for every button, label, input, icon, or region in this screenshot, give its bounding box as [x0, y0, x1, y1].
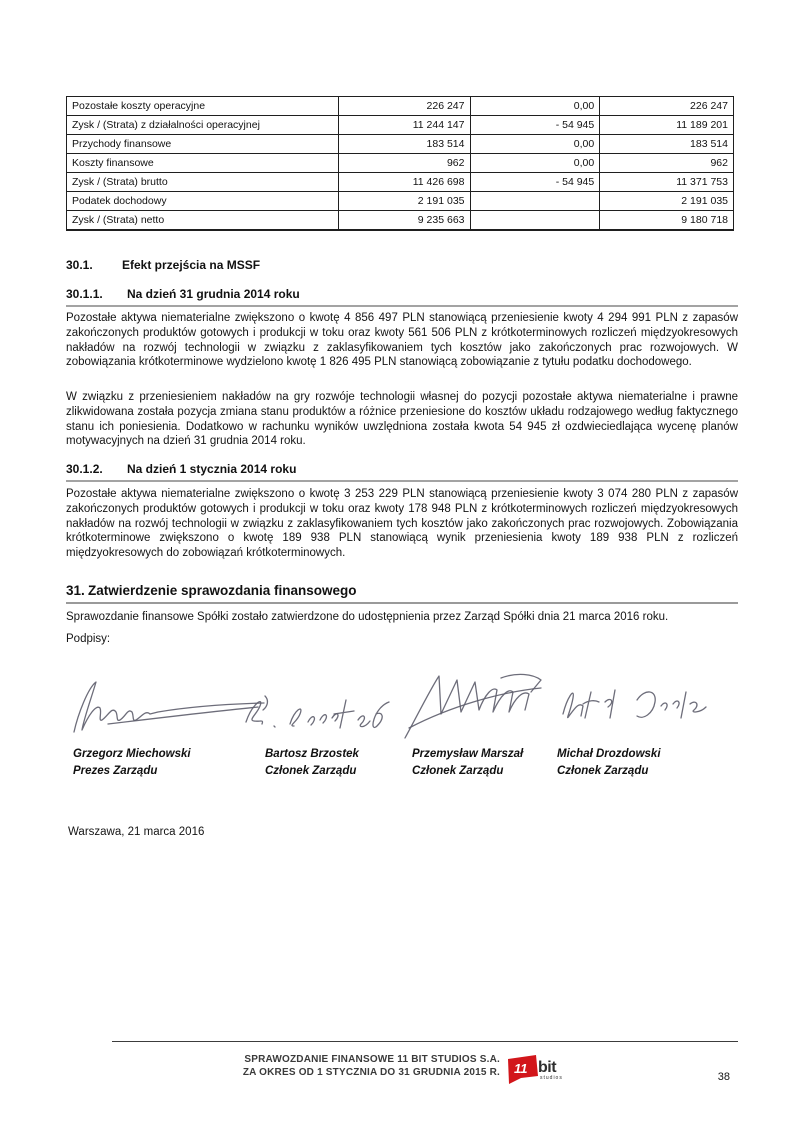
- heading-number: 30.1.2.: [66, 462, 103, 476]
- heading-title: Na dzień 31 grudnia 2014 roku: [127, 287, 300, 301]
- heading-number: 30.1.: [66, 258, 93, 272]
- signatures-label: Podpisy:: [66, 633, 111, 645]
- heading-30-1: [66, 258, 738, 272]
- company-logo-icon: [507, 1053, 567, 1091]
- signatory-3: [412, 746, 523, 779]
- table-row: [67, 97, 734, 116]
- heading-number: 30.1.1.: [66, 287, 103, 301]
- heading-title: Na dzień 1 stycznia 2014 roku: [127, 462, 297, 476]
- row-value-1: 226 247: [338, 97, 470, 116]
- table-row: [67, 116, 734, 135]
- row-value-2: - 54 945: [470, 116, 600, 135]
- signatory-name: Michał Drozdowski: [557, 748, 661, 760]
- row-label: Koszty finansowe: [67, 154, 339, 173]
- heading-title: Efekt przejścia na MSSF: [122, 258, 261, 272]
- heading-30-1-2: [66, 462, 738, 482]
- row-value-1: 9 235 663: [338, 211, 470, 230]
- signatory-name: Przemysław Marszał: [412, 748, 524, 760]
- heading-31: [66, 583, 738, 604]
- signatures-row: [66, 666, 738, 746]
- footer-title: [180, 1053, 500, 1079]
- footer-title-line1: SPRAWOZDANIE FINANSOWE 11 BIT STUDIOS S.A.: [244, 1054, 500, 1065]
- financial-table: [66, 96, 734, 231]
- paragraph-30-1-1-a: Pozostałe aktywa niematerialne zwiększono o kwotę 4 856 497 PLN stanowiącą przeniesienie kwoty 4 294 991 PLN z zapasów zakończonych produktów gotowych i produkcji w toku oraz kwoty 561 506 PLN z krótkoterminowych rozliczeń międzyokresowych nakładów na rozwój technologii w związku z zaklasyfikowaniem tych kosztów jako zakończonych prac rozwojowych. W zobowiązania krótkoterminowe wydzielono kwotę 1 826 495 PLN stanowiącą zobowiązanie z tytułu podatku dochodowego.: [66, 312, 738, 369]
- row-value-2: 0,00: [470, 135, 600, 154]
- paragraph-30-1-1-b: W związku z przeniesieniem nakładów na gry rozwóje technologii własnej do pozycji pozostałe aktywa niematerialne i prawne zlikwidowana została pozycja zmiana stanu produktów a różnice przeniesione do kosztów układu rodzajowego według faktycznego stanu ich poniesienia. Dodatkowo w rachunku wyników uwzlędniona została kwota 54 945 zł ozdwieciedlająca wycenę planów motywacyjnych na dzień 31 grudnia 2014 roku.: [66, 391, 738, 448]
- row-label: Zysk / (Strata) brutto: [67, 173, 339, 192]
- row-value-2: 0,00: [470, 154, 600, 173]
- signatory-4: [557, 746, 661, 779]
- row-label: Zysk / (Strata) z działalności operacyjnej: [67, 116, 339, 135]
- row-value-1: 962: [338, 154, 470, 173]
- row-value-3: 2 191 035: [600, 192, 734, 211]
- signatory-role: Członek Zarządu: [265, 764, 357, 777]
- logo-text-bit: bit: [538, 1059, 557, 1076]
- row-value-3: 11 189 201: [600, 116, 734, 135]
- row-value-3: 226 247: [600, 97, 734, 116]
- signatory-role: Członek Zarządu: [412, 764, 504, 777]
- table-row: [67, 192, 734, 211]
- logo-text-studios: studios: [540, 1075, 563, 1081]
- logo-text-11: 11: [514, 1061, 528, 1076]
- page-number: 38: [717, 1071, 730, 1083]
- row-label: Przychody finansowe: [67, 135, 339, 154]
- row-value-1: 11 426 698: [338, 173, 470, 192]
- table-row: [67, 135, 734, 154]
- row-value-3: 11 371 753: [600, 173, 734, 192]
- row-value-1: 11 244 147: [338, 116, 470, 135]
- row-label: Zysk / (Strata) netto: [67, 211, 339, 230]
- table-row: [67, 173, 734, 192]
- signatory-role: Członek Zarządu: [557, 764, 649, 777]
- table-row: [67, 211, 734, 230]
- signatory-role: Prezes Zarządu: [73, 764, 158, 777]
- row-value-3: 183 514: [600, 135, 734, 154]
- place-and-date: Warszawa, 21 marca 2016: [68, 826, 205, 838]
- row-value-1: 183 514: [338, 135, 470, 154]
- footer-divider: [112, 1041, 738, 1042]
- heading-number: 31.: [66, 583, 85, 598]
- signature-marszal: [401, 666, 563, 746]
- row-value-3: 9 180 718: [600, 211, 734, 230]
- signatory-2: [265, 746, 359, 779]
- row-value-1: 2 191 035: [338, 192, 470, 211]
- signatories-block: [66, 746, 738, 786]
- heading-30-1-1: [66, 287, 738, 307]
- row-value-2: - 54 945: [470, 173, 600, 192]
- row-value-2: [470, 211, 600, 230]
- signatory-1: [73, 746, 191, 779]
- row-value-2: 0,00: [470, 97, 600, 116]
- row-label: Podatek dochodowy: [67, 192, 339, 211]
- signature-drozdowski: [553, 678, 715, 730]
- row-value-2: [470, 192, 600, 211]
- signatory-name: Grzegorz Miechowski: [73, 748, 191, 760]
- row-value-3: 962: [600, 154, 734, 173]
- signature-brzostek: [234, 686, 396, 741]
- row-label: Pozostałe koszty operacyjne: [67, 97, 339, 116]
- paragraph-30-1-2: Pozostałe aktywa niematerialne zwiększono o kwotę 3 253 229 PLN stanowiącą przeniesienie kwoty 3 074 280 PLN z zapasów zakończonych produktów gotowych i produkcji w toku oraz kwoty 178 948 PLN z krótkoterminowych rozliczeń międzyokresowych nakładów na rozwój technologii w związku z zaklasyfikowaniem tych kosztów jako zakończonych prac rozwojowych. Zobowiązania krótkoterminowe zwiększono o kwotę 189 938 PLN stanowiącą wynik przeniesienia kwoty 189 938 PLN z rozliczeń międzyokresowych do zobowiązań krótkoterminowych.: [66, 488, 738, 560]
- table-row: [67, 154, 734, 173]
- signatory-name: Bartosz Brzostek: [265, 748, 359, 760]
- footer-title-line2: ZA OKRES OD 1 STYCZNIA DO 31 GRUDNIA 2015 R.: [242, 1067, 500, 1078]
- paragraph-31: Sprawozdanie finansowe Spółki zostało zatwierdzone do udostępnienia przez Zarząd Spółki dnia 21 marca 2016 roku.: [66, 611, 669, 623]
- heading-title: Zatwierdzenie sprawozdania finansowego: [88, 583, 357, 598]
